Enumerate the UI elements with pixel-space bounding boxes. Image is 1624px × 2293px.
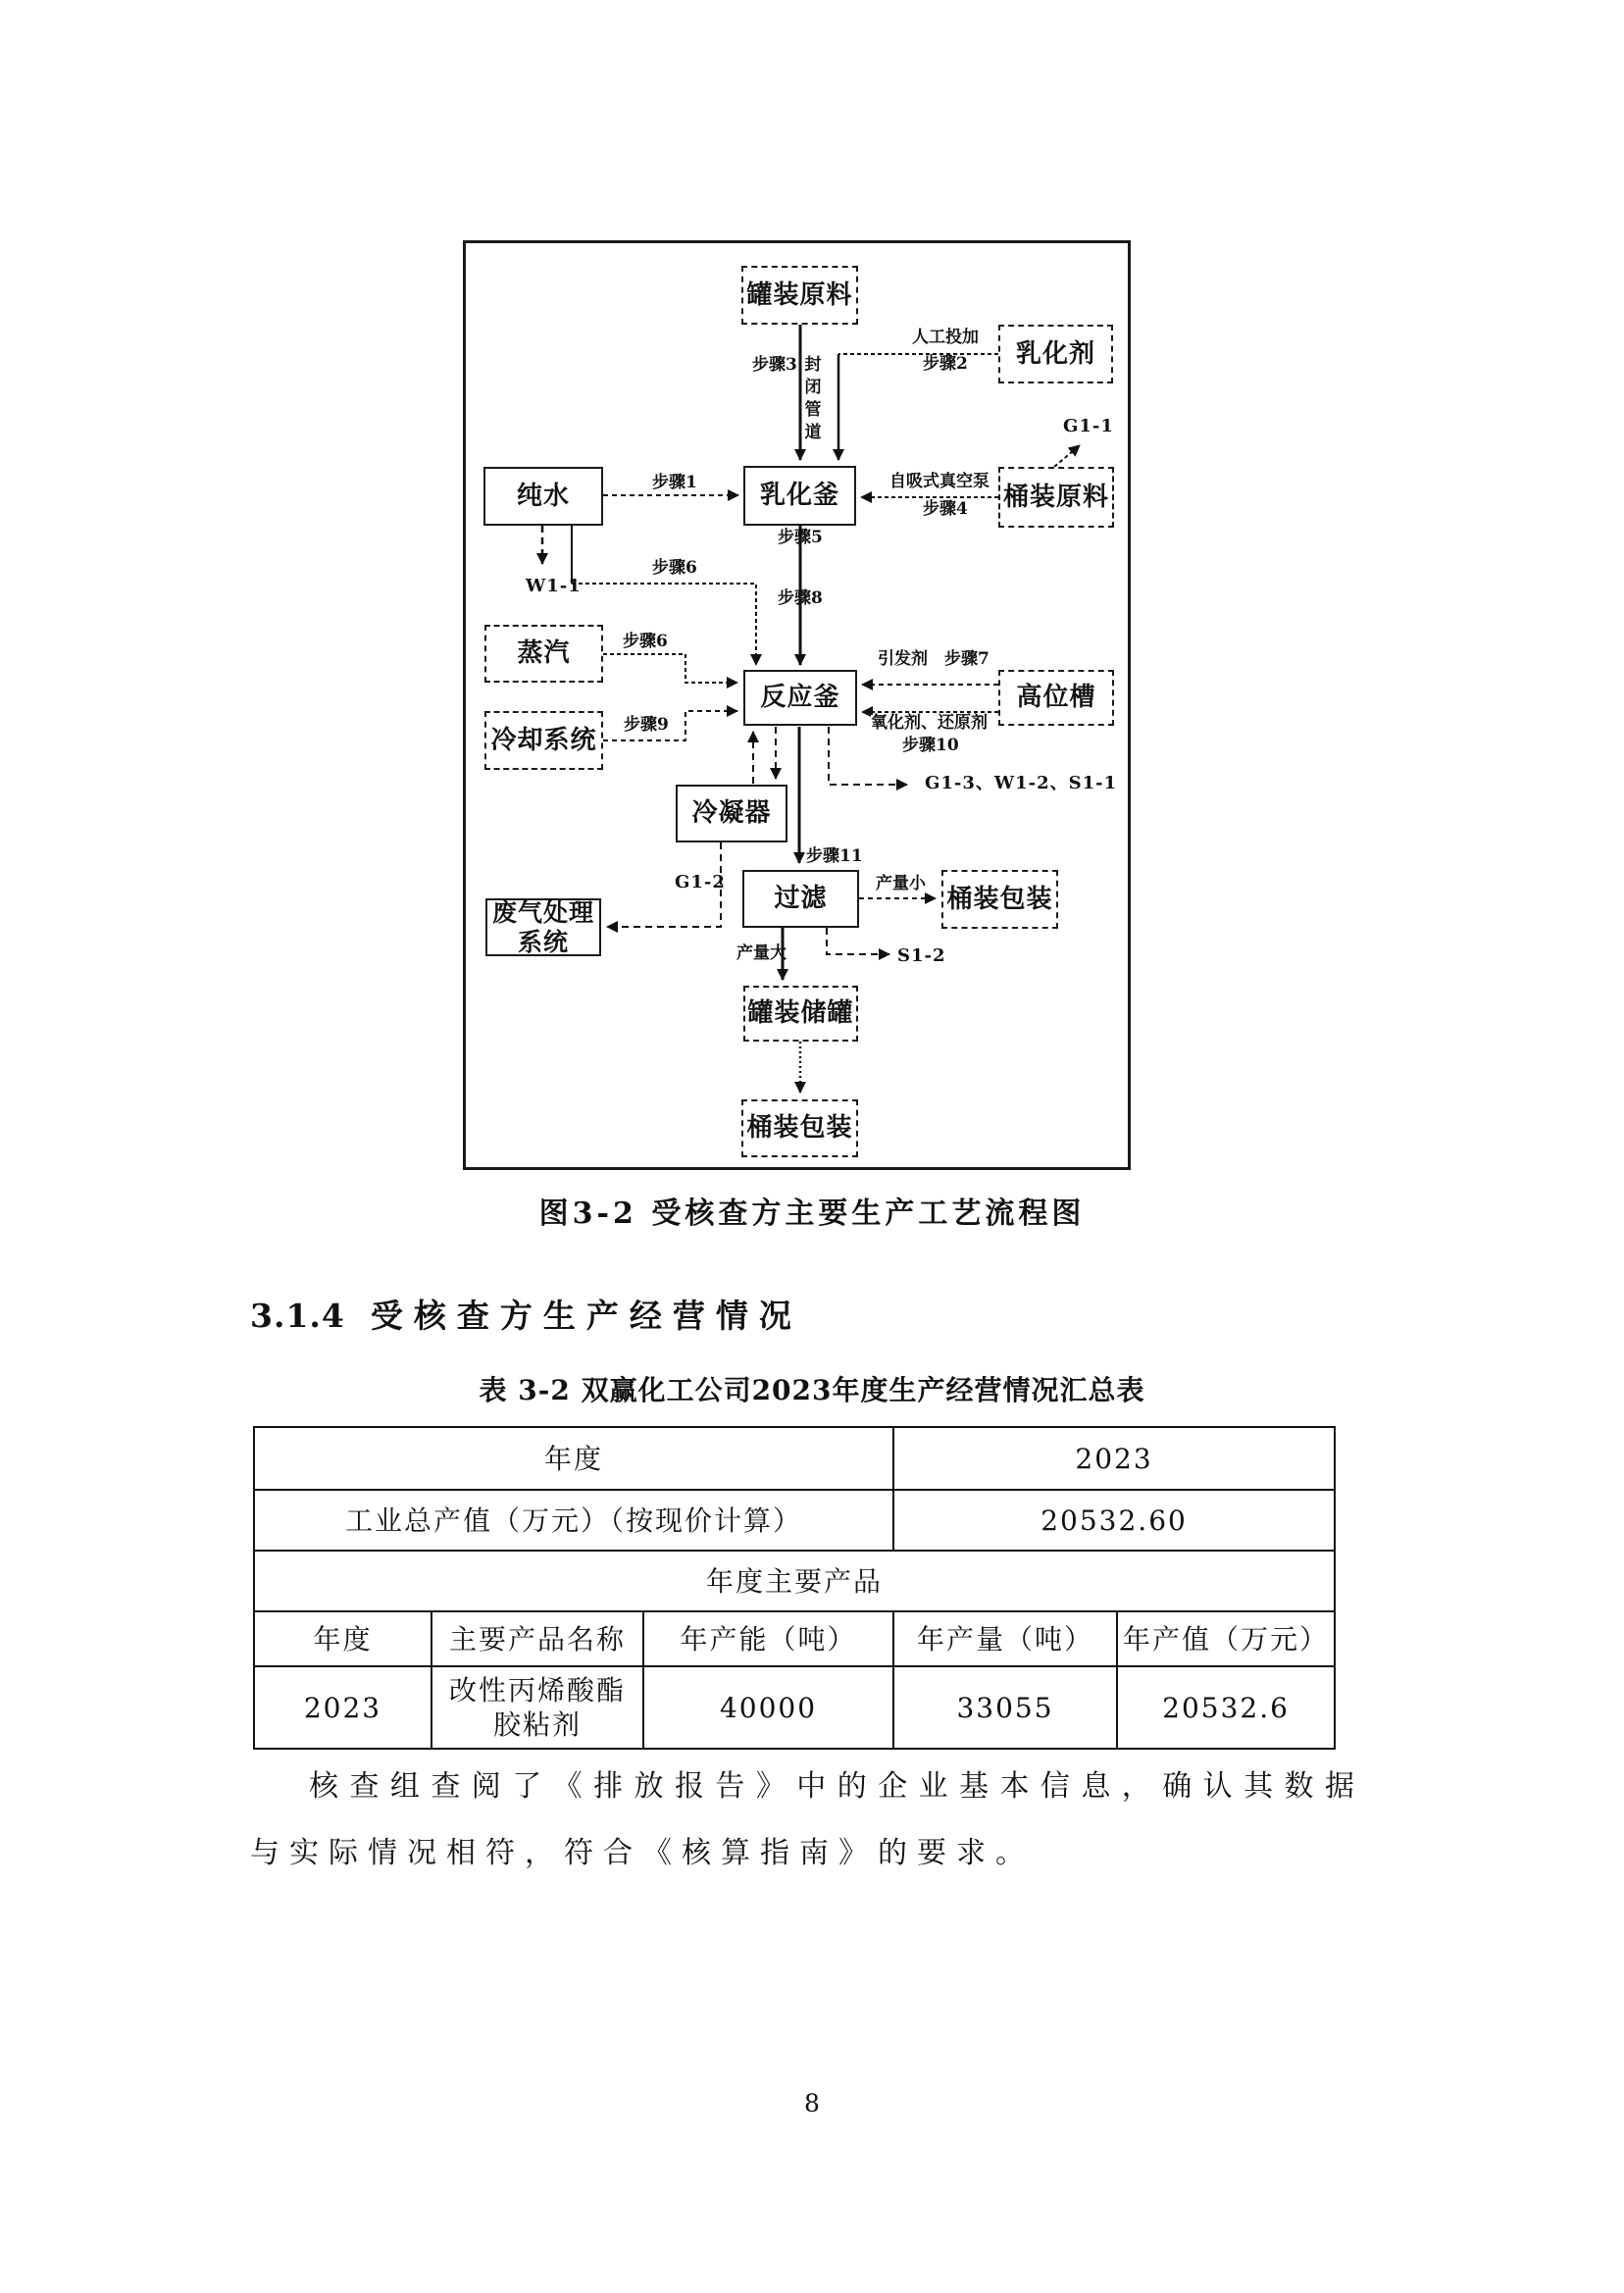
label-step11: 步骤11: [806, 846, 863, 866]
label-g1-outputs: G1-3、W1-2、S1-1: [925, 773, 1118, 793]
label-closed-pipe: 封闭管道: [804, 355, 822, 442]
label-manual-add: 人工投加: [912, 328, 979, 347]
merged-header-cell: 年度主要产品: [254, 1551, 1335, 1611]
label-small-output: 产量小: [876, 874, 926, 893]
box-condenser: 冷凝器: [676, 785, 787, 842]
cell-capacity: 40000: [643, 1666, 893, 1749]
box-drum-raw-material: 桶装原料: [998, 467, 1114, 528]
label-step6-water: 步骤6: [652, 558, 697, 578]
box-pure-water: 纯水: [483, 467, 603, 526]
label-step1: 步骤1: [652, 473, 697, 492]
box-emulsification-kettle: 乳化釜: [743, 466, 856, 526]
box-filter: 过滤: [742, 870, 859, 928]
cell-yield: 33055: [893, 1666, 1117, 1749]
section-heading: [250, 1291, 802, 1337]
box-tank-storage: 罐装储罐: [743, 986, 858, 1042]
label-initiator-step7: 引发剂 步骤7: [878, 649, 990, 669]
label-self-priming-pump: 自吸式真空泵: [889, 472, 990, 491]
table-header-row: [254, 1611, 1335, 1666]
year-value-cell: 2023: [893, 1427, 1335, 1490]
label-step10: 步骤10: [902, 736, 959, 755]
arrow-s1-2: [827, 928, 889, 954]
label-step8: 步骤8: [778, 588, 823, 608]
label-large-output: 产量大: [736, 943, 787, 963]
section-number: 3.1.4: [250, 1297, 345, 1335]
page-number: 8: [804, 2089, 820, 2117]
table-row: [254, 1551, 1335, 1611]
body-paragraph: 核查组查阅了《排放报告》中的企业基本信息，确认其数据与实际情况相符，符合《核算指南》的要求。: [250, 1769, 1364, 1870]
header-product-name: 主要产品名称: [431, 1611, 643, 1666]
label-step2: 步骤2: [923, 354, 968, 374]
label-step5: 步骤5: [778, 528, 823, 547]
header-capacity: 年产能（吨）: [643, 1611, 893, 1666]
box-tank-raw-material: 罐装原料: [741, 266, 858, 325]
section-title: 受核查方生产经营情况: [370, 1297, 802, 1335]
arrow-drum-to-g1-1: [1054, 445, 1080, 467]
box-drum-packaging-right: 桶装包装: [941, 870, 1058, 929]
header-value: 年产值（万元）: [1117, 1611, 1335, 1666]
box-reaction-kettle: 反应釜: [743, 670, 857, 726]
figure-caption: 图3-2 受核查方主要生产工艺流程图: [538, 1197, 1086, 1231]
output-label-cell: 工业总产值（万元）（按现价计算）: [254, 1490, 893, 1551]
label-step9: 步骤9: [624, 715, 669, 735]
box-elevated-tank: 高位槽: [998, 670, 1114, 726]
label-step3: 步骤3: [752, 355, 797, 375]
label-step4: 步骤4: [923, 499, 968, 519]
year-label-cell: 年度: [254, 1427, 893, 1490]
box-cooling-system: 冷却系统: [484, 711, 603, 770]
cell-product-name: 改性丙烯酸酯胶粘剂: [431, 1666, 643, 1749]
process-flow-diagram: [463, 240, 1131, 1170]
label-s1-2: S1-2: [897, 945, 946, 966]
label-g1-1: G1-1: [1063, 416, 1114, 436]
cell-value: 20532.6: [1117, 1666, 1335, 1749]
arrow-g1-outputs: [829, 727, 907, 785]
table-row: [254, 1427, 1335, 1490]
label-step6-steam: 步骤6: [623, 632, 668, 651]
box-steam: 蒸汽: [484, 625, 603, 683]
table-row: [254, 1490, 1335, 1551]
header-year: 年度: [254, 1611, 431, 1666]
arrow-steam-to-reactkettle: [603, 654, 737, 683]
output-value-cell: 20532.60: [893, 1490, 1335, 1551]
cell-year: 2023: [254, 1666, 431, 1749]
box-waste-gas-system: 废气处理系统: [485, 898, 601, 956]
header-yield: 年产量（吨）: [893, 1611, 1117, 1666]
table-caption: 表 3-2 双赢化工公司2023年度生产经营情况汇总表: [479, 1374, 1145, 1406]
box-emulsifier: 乳化剂: [998, 325, 1113, 383]
box-drum-packaging-bottom: 桶装包装: [741, 1099, 858, 1157]
label-oxidizer-reducer: 氧化剂、还原剂: [871, 713, 988, 733]
label-g1-2: G1-2: [675, 872, 726, 892]
label-w1-1: W1-1: [526, 576, 582, 596]
production-summary-table: [253, 1426, 1336, 1750]
table-data-row: [254, 1666, 1335, 1749]
